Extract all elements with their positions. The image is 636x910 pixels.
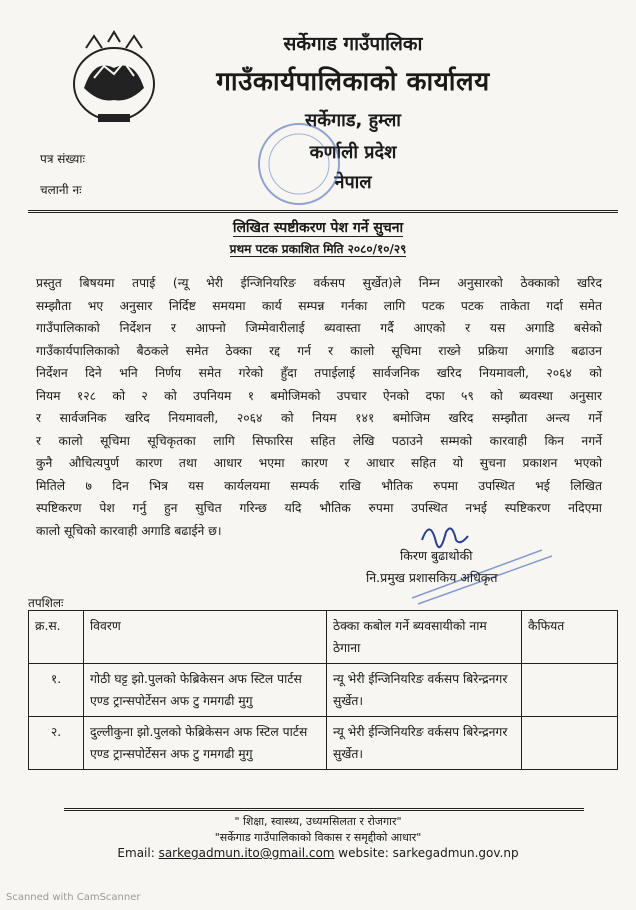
header-divider [28, 210, 618, 213]
column-header-remarks: कैफियत [522, 611, 618, 664]
notice-publish-date: प्रथम पटक प्रकाशित मिति २०८०/१०/२९ [229, 242, 407, 256]
row-sn: २. [29, 717, 84, 770]
row-remarks [522, 664, 618, 717]
dispatch-number-label: चलानी नः [40, 183, 82, 197]
email-label: Email: [117, 846, 159, 860]
row-remarks [522, 717, 618, 770]
footer-contact [0, 846, 636, 860]
body-line: निर्देशन दिने भनि निर्णय समेत गरेको हुँदा तपाईलाई सार्वजनिक खरिद नियमावली, २०६४ को [36, 366, 602, 380]
letter-number-label: पत्र संख्याः [40, 152, 85, 166]
body-line: सम्झौता भए अनुसार निर्दिष्ट समयमा कार्य सम्पन्न गर्नका लागि पटक पटक ताकेता गर्दा समेत [36, 298, 602, 313]
body-line: र सार्वजनिक खरिद नियमावली, २०६४ को नियम १४१ बमोजिम खरिद सम्झौता अन्त्य गर्ने [36, 411, 602, 425]
footer-slogan: " शिक्षा, स्वास्थ्य, उध्यमसिलता र रोजगार" [234, 815, 402, 828]
website-link[interactable]: sarkegadmun.gov.np [392, 846, 519, 860]
column-header-sn: क्र.स. [29, 611, 84, 664]
row-description: दुल्लीकुना झो.पुलको फेब्रिकेसन अफ स्टिल पार्टस एण्ड ट्रान्सपोर्टेसन अफ टु गमगढी मुगु [84, 717, 327, 770]
office-name: गाउँकार्यपालिकाको कार्यालय [216, 67, 490, 97]
scanner-watermark: Scanned with CamScanner [6, 892, 141, 903]
table-row [29, 717, 618, 770]
row-sn: १. [29, 664, 84, 717]
body-line: कुनै औचित्यपुर्ण कारण तथा आधार भएमा कारण र आधार सहित यो सुचना प्रकाशन भएको [36, 456, 602, 470]
signatory-title: नि.प्रमुख प्रशासकिय अधिकृत [366, 570, 498, 585]
body-line: गाउँपालिकाको निर्देशन र आफ्नो जिम्मेवारीलाई ब्यवास्ता गर्दै आएको र यस अगाडि बसेको [36, 321, 602, 335]
body-line: मितिले ७ दिन भित्र यस कार्यलयमा सम्पर्क राखि भौतिक रुपमा उपस्थित भई लिखित [36, 478, 602, 493]
footer-divider [64, 808, 584, 811]
office-seal-stamp [254, 118, 344, 210]
row-description: गोठी घट्ट झो.पुलको फेब्रिकेसन अफ स्टिल पार्टस एण्ड ट्रान्सपोर्टेसन अफ टु गमगढी मुगु [84, 664, 327, 717]
contract-details-table [28, 610, 618, 770]
row-contractor: न्यू भेरी ईन्जिनियरिङ वर्कसप बिरेन्द्रनगर सुर्खेत। [327, 717, 522, 770]
details-label: तपशिलः [28, 596, 64, 610]
body-line: र कालो सूचिमा सूचिकृतका लागि सिफारिस सहित लेखि पठाउने सम्मको कारवाही किन नगर्ने [36, 433, 602, 448]
footer-motto: "सर्केगाड गाउँपालिकाको विकास र समृद्दीको आधार" [214, 831, 422, 844]
column-header-description: विवरण [84, 611, 327, 664]
body-line: नियम १२८ को २ को उपनियम १ बमोजिमको उपचार ऐनको दफा ५९ को ब्यवस्था अनुसार [36, 388, 602, 403]
website-label: website: [334, 846, 393, 860]
municipality-name: सर्केगाड गाउँपालिका [283, 33, 423, 55]
office-address: सर्केगाड, हुम्ला [305, 110, 401, 131]
email-link[interactable]: sarkegadmun.ito@gmail.com [158, 846, 335, 860]
province-name: कर्णाली प्रदेश [309, 142, 397, 163]
column-header-contractor: ठेक्का कबोल गर्ने ब्यवसायीको नाम ठेगाना [327, 611, 522, 664]
notice-body [36, 272, 602, 542]
body-line: स्पष्टिकरण पेश गर्नु हुन सुचित गरिन्छ यदि भौतिक रुपमा उपस्थित नभई स्पष्टिकरण नदिएमा [36, 501, 602, 515]
body-line: गाउँकार्यपालिकाको बैठकले समेत ठेक्का रद्द गर्न र कालो सूचिमा राख्ने प्रक्रिया अगाडि बढाउन [36, 343, 602, 358]
notice-title: लिखित स्पष्टीकरण पेश गर्ने सुचना [232, 220, 404, 236]
row-contractor: न्यू भेरी ईन्जिनियरिङ वर्कसप बिरेन्द्रनगर सुर्खेत। [327, 664, 522, 717]
table-row [29, 664, 618, 717]
table-header-row [29, 611, 618, 664]
country-name: नेपाल [334, 172, 372, 193]
body-line: प्रस्तुत बिषयमा तपाई (न्यू भेरी ईन्जिनियरिङ वर्कसप सुर्खेत)ले निम्न अनुसारको ठेक्काको खरिद [36, 276, 602, 290]
signatory-name: किरण बुढाथोकी [400, 548, 473, 563]
body-line: कालो सूचिको कारवाही अगाडि बढाईने छ। [36, 523, 222, 538]
